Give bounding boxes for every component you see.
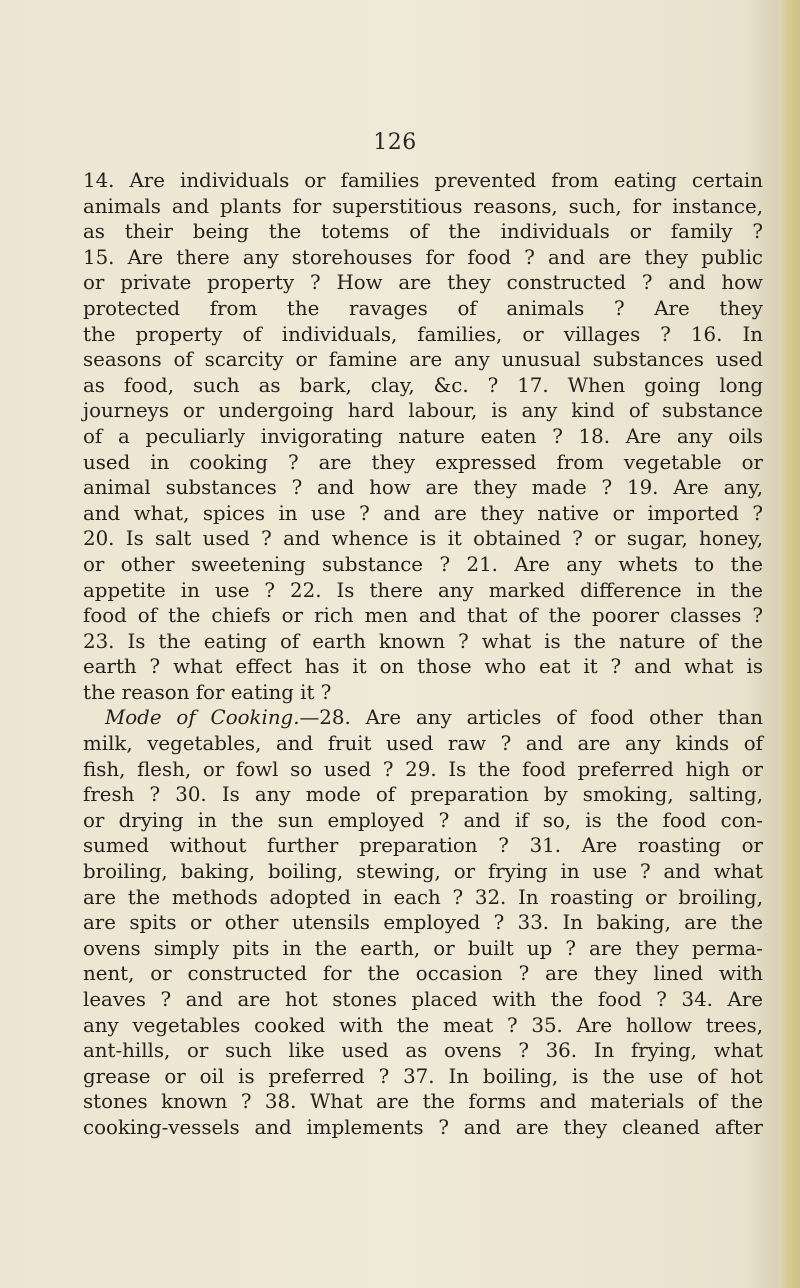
text-line: leaves ? and are hot stones placed with the food ? 34. Are xyxy=(83,988,763,1011)
text-line: used in cooking ? are they expressed from vegetable or xyxy=(83,450,763,474)
text-line: or private property ? How are they constructed ? and how xyxy=(83,271,763,295)
text-line: 23. Is the eating of earth known ? what is the nature of the xyxy=(83,629,763,653)
page-number: 126 xyxy=(373,130,417,155)
text-line: earth ? what effect has it on those who eat it ? and what is xyxy=(83,655,763,679)
text-line: are spits or other utensils employed ? 33. In baking, are the xyxy=(83,911,763,935)
text-line: the property of individuals, families, or villages ? 16. In xyxy=(83,322,763,346)
text-line: grease or oil is preferred ? 37. In boiling, is the use of hot xyxy=(83,1064,763,1088)
text-line: as food, such as bark, clay, &c. ? 17. When going long xyxy=(83,373,763,397)
text-line: or drying in the sun employed ? and if so, is the food con- xyxy=(83,808,763,832)
text-line: of a peculiarly invigorating nature eaten ? 18. Are any oils xyxy=(83,424,763,448)
section-first-line xyxy=(83,705,763,731)
text-line: 20. Is salt used ? and whence is it obtained ? or sugar, honey, xyxy=(83,527,763,551)
text-line: are the methods adopted in each ? 32. In roasting or broiling, xyxy=(83,885,763,909)
text-line: any vegetables cooked with the meat ? 35. Are hollow trees, xyxy=(83,1013,763,1037)
body-text xyxy=(83,168,763,1141)
text-line: 14. Are individuals or families prevented from eating certain xyxy=(83,169,763,192)
text-line: ant-hills, or such like used as ovens ? 36. In frying, what xyxy=(83,1039,763,1063)
text-line: fresh ? 30. Is any mode of preparation by smoking, salting, xyxy=(83,783,763,807)
text-line: broiling, baking, boiling, stewing, or frying in use ? and what xyxy=(83,860,763,884)
text-line: food of the chiefs or rich men and that of the poorer classes ? xyxy=(83,604,763,628)
text-line: fish, flesh, or fowl so used ? 29. Is the food preferred high or xyxy=(83,757,763,781)
text-line: stones known ? 38. What are the forms and materials of the xyxy=(83,1090,763,1114)
text-line: milk, vegetables, and fruit used raw ? and are any kinds of xyxy=(83,732,763,756)
text-line: as their being the totems of the individuals or family ? xyxy=(83,220,763,244)
text-line: ovens simply pits in the earth, or built up ? are they perma- xyxy=(83,936,763,960)
text-line: cooking-vessels and implements ? and are they cleaned after xyxy=(83,1115,763,1139)
text-line: nent, or constructed for the occasion ? are they lined with xyxy=(83,962,763,986)
text-line: animal substances ? and how are they made ? 19. Are any, xyxy=(83,476,763,500)
text-line: appetite in use ? 22. Is there any marked difference in the xyxy=(83,578,763,602)
text-line: journeys or undergoing hard labour, is any kind of substance xyxy=(83,399,763,423)
text-line: and what, spices in use ? and are they native or imported ? xyxy=(83,501,763,525)
text-line: or other sweetening substance ? 21. Are any whets to the xyxy=(83,552,763,576)
text-line: seasons of scarcity or famine are any unusual substances used xyxy=(83,348,763,372)
text-line: sumed without further preparation ? 31. Are roasting or xyxy=(83,834,763,858)
section-heading: Mode of Cooking. xyxy=(105,706,300,730)
page-edge xyxy=(778,0,800,1288)
section-first-line-text: —28. Are any articles of food other than xyxy=(299,706,763,730)
text-line: protected from the ravages of animals ? Are they xyxy=(83,296,763,320)
text-line: animals and plants for superstitious reasons, such, for instance, xyxy=(83,194,763,218)
text-line: 15. Are there any storehouses for food ? and are they public xyxy=(83,245,763,269)
text-line: the reason for eating it ? xyxy=(83,680,332,704)
